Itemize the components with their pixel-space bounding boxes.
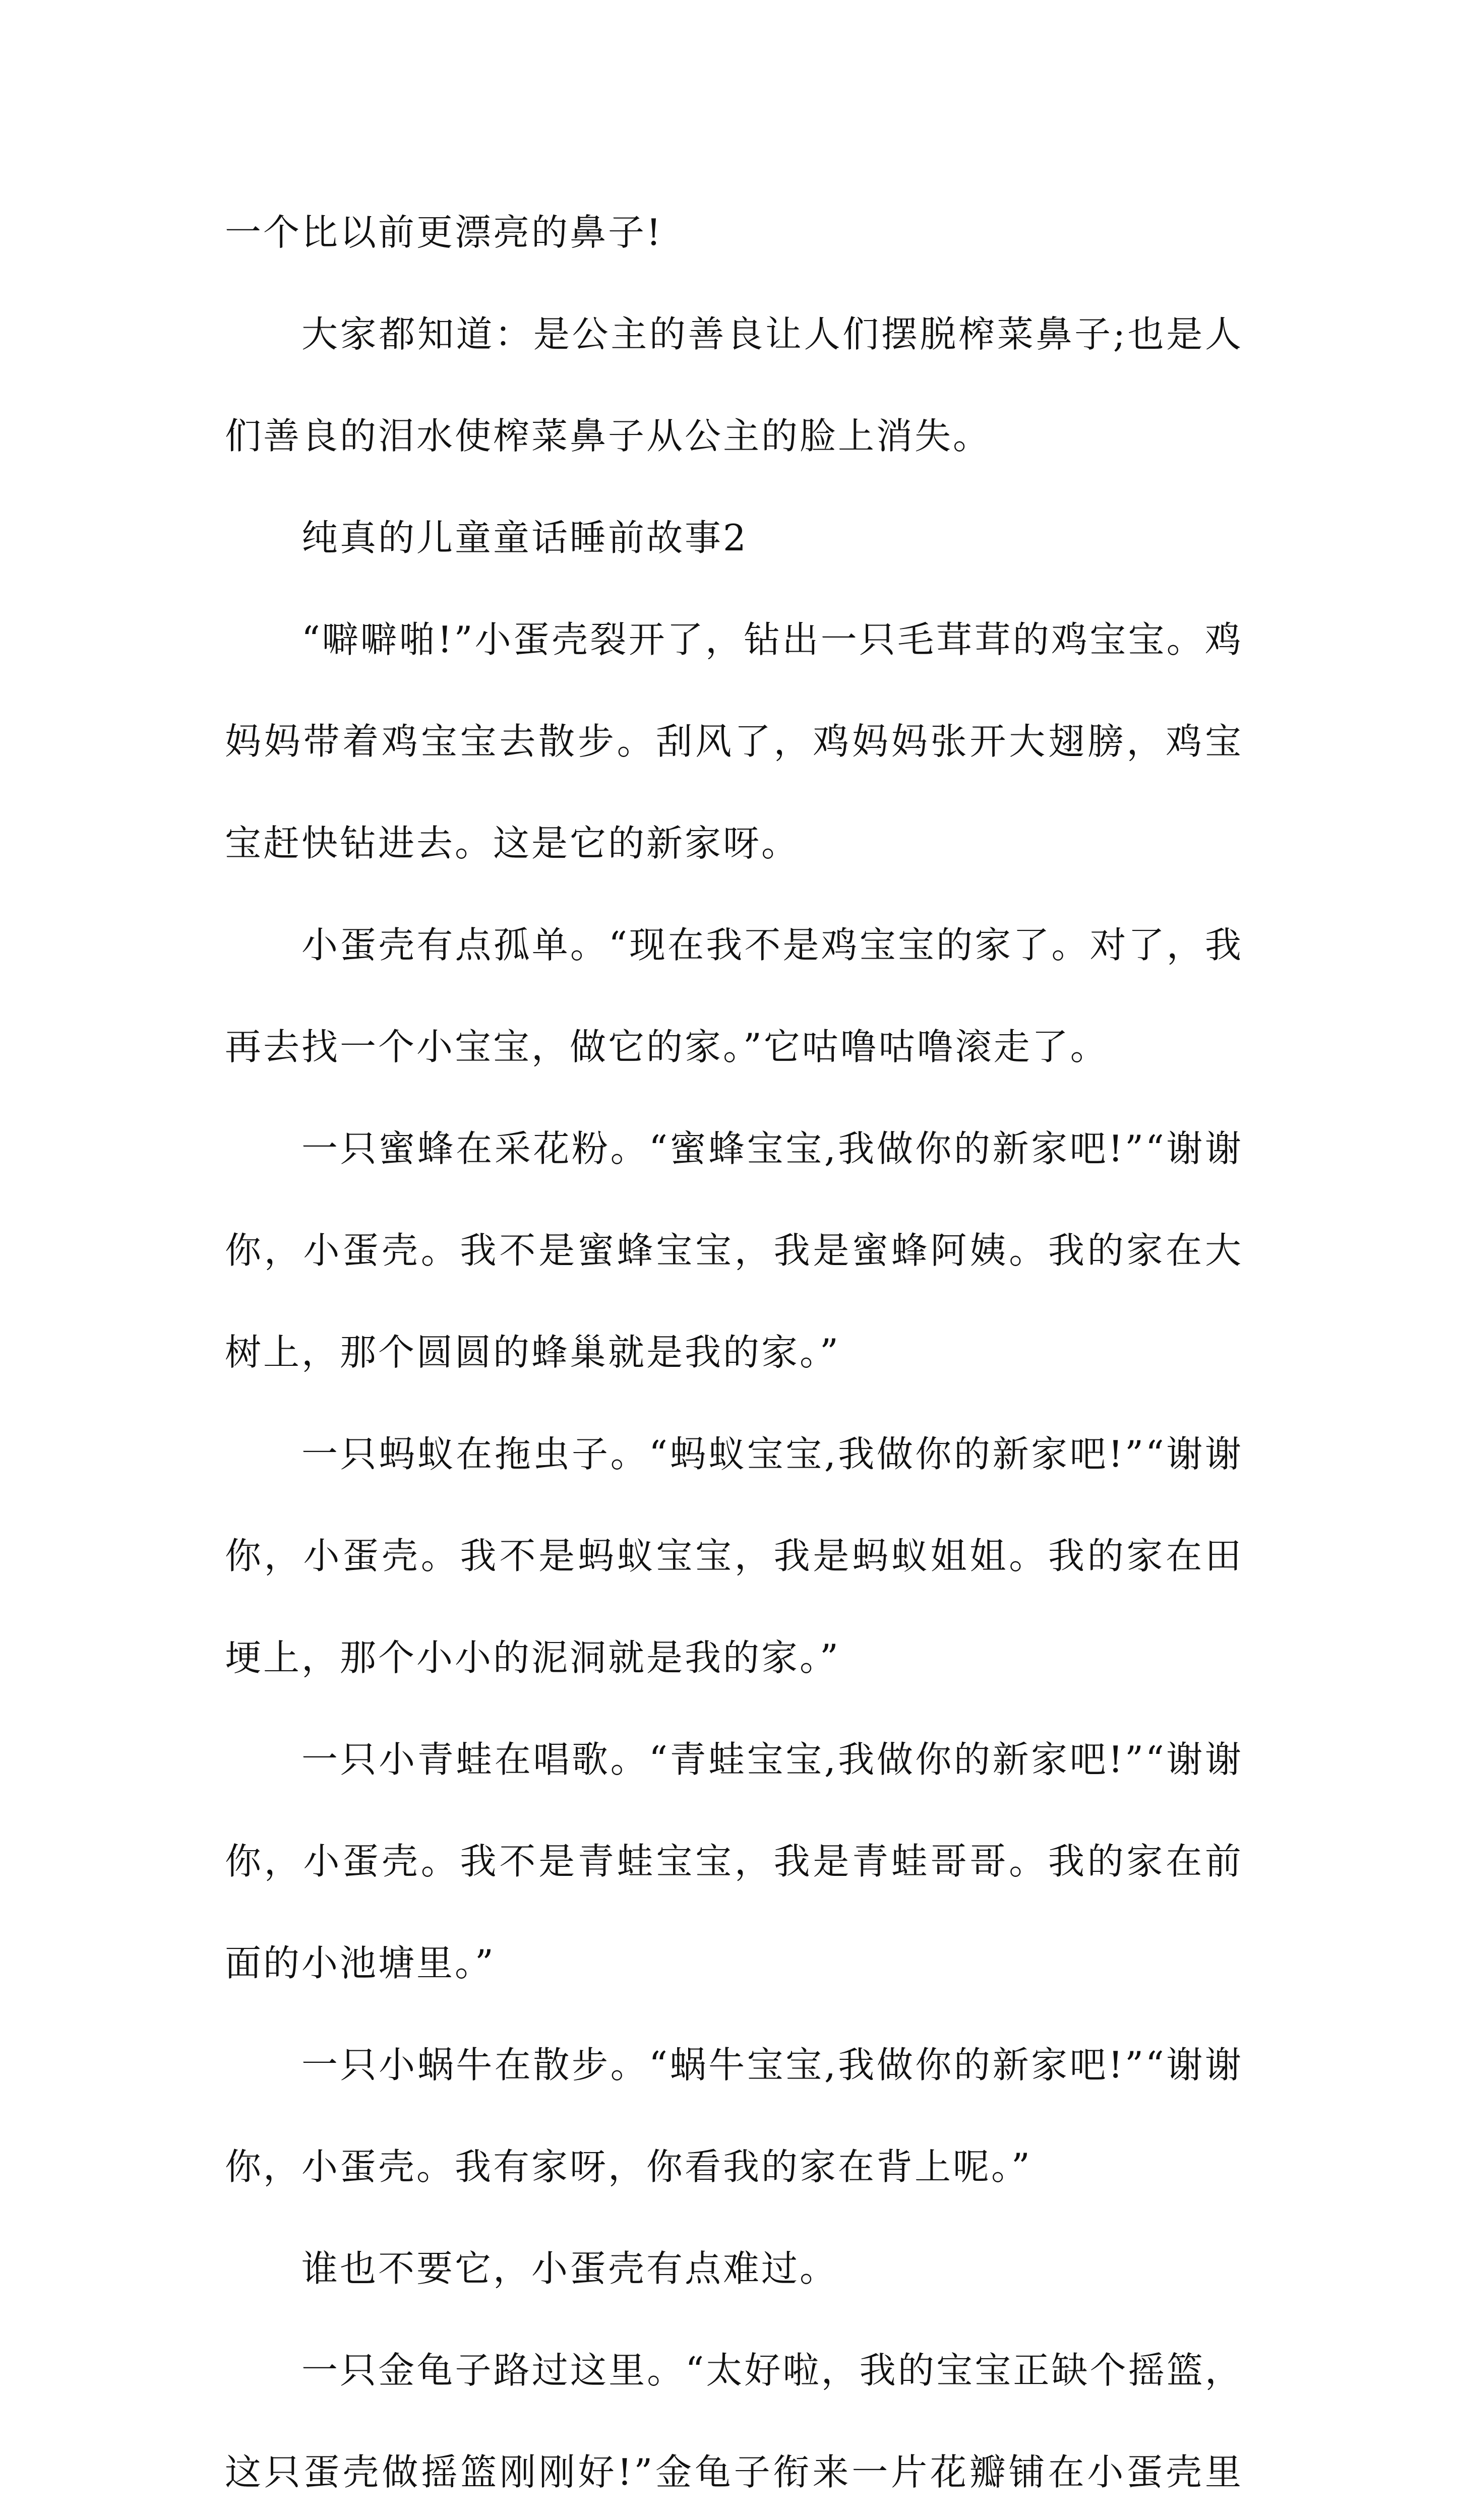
paragraph: 一只小蜗牛在散步。“蜗牛宝宝,我做你的新家吧!”“谢谢你，小蛋壳。我有家呀，你看我的家在背上呢。” — [225, 2044, 1243, 2188]
document-body — [225, 181, 1243, 2520]
paragraph: 一只蚂蚁在拖虫子。“蚂蚁宝宝,我做你的新家吧!”“谢谢你，小蛋壳。我不是蚂蚁宝宝，我是蚂蚁姐姐。我的家在田埂上，那个小小的泥洞就是我的家。” — [225, 1433, 1243, 1679]
section-heading: 纯真的儿童童话睡前故事2 — [301, 517, 748, 559]
paragraph: 小蛋壳有点孤单。“现在我不是鸡宝宝的家了。对了，我再去找一个小宝宝，做它的家。”它咕噜咕噜滚走了。 — [225, 924, 1243, 1068]
paragraph: 一只蜜蜂在采花粉。“蜜蜂宝宝,我做你的新家吧!”“谢谢你，小蛋壳。我不是蜜蜂宝宝，我是蜜蜂阿姨。我的家在大树上，那个圆圆的蜂巢就是我的家。” — [225, 1127, 1243, 1373]
paragraph: 一只小青蛙在唱歌。“青蛙宝宝,我做你的新家吧!”“谢谢你，小蛋壳。我不是青蛙宝宝，我是青蛙哥哥。我的家在前面的小池塘里。” — [225, 1738, 1243, 1984]
paragraph: “噼噼啪!”小蛋壳裂开了，钻出一只毛茸茸的鸡宝宝。鸡妈妈带着鸡宝宝去散步。刮风了，鸡妈妈张开大翅膀，鸡宝宝赶快钻进去。这是它的新家呀。 — [225, 618, 1243, 864]
paragraph: 一只金龟子路过这里。“太好啦，我的宝宝正缺个摇篮，这只蛋壳做摇篮刚刚好!”金龟子衔来一片花瓣铺在小蛋壳里 — [225, 2349, 1243, 2493]
paragraph: 谁也不要它，小蛋壳有点难过。 — [301, 2247, 838, 2290]
paragraph-continuation: 一个比以前更漂亮的鼻子! — [225, 211, 663, 254]
paragraph: 大家都知道：是公主的善良让人们摆脱榨菜鼻子;也是人们善良的泪水使榨菜鼻子从公主的脸上消失。 — [225, 313, 1243, 457]
